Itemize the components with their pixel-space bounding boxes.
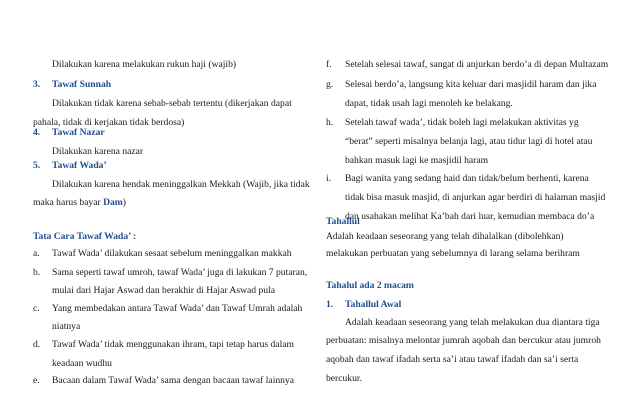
text-fragment: maka harus bayar bbox=[33, 197, 104, 208]
paragraph-line: bercukur. bbox=[326, 373, 362, 384]
list-item bbox=[326, 60, 608, 70]
paragraph-line bbox=[33, 198, 126, 208]
paragraph-line: melakukan perbuatan yang sebelumnya di larang selama berihram bbox=[326, 248, 580, 259]
list-continuation: mulai dari Hajar Aswad dan berakhir di Hajar Aswad pula bbox=[52, 285, 275, 296]
paragraph-line: perbuatan: misalnya melontar jumrah aqobah dan bercukur atau jumroh bbox=[326, 335, 601, 346]
heading-text: Tawaf Wada’ bbox=[52, 160, 107, 171]
list-continuation: niatnya bbox=[52, 321, 81, 332]
list-text: Tawaf Wada’ tidak menggunakan ihram, tapi tetap harus dalam bbox=[52, 339, 294, 350]
list-text: Setelah selesai tawaf, sangat di anjurkan berdo’a di depan Multazam bbox=[345, 59, 609, 70]
paragraph-line: aqobah dan tawaf ifadah serta sa’i atau tawaf ifadah dan sa’i serta bbox=[326, 354, 579, 365]
list-number: 5. bbox=[33, 160, 41, 171]
text-fragment: ) bbox=[122, 197, 126, 208]
paragraph-line: pahala, tidak di kerjakan tidak berdosa) bbox=[33, 117, 185, 128]
heading-text: Tahallul Awal bbox=[345, 299, 402, 310]
list-item bbox=[326, 174, 589, 184]
list-item-heading-tahallul-awal bbox=[326, 300, 401, 310]
list-continuation: bahkan masuk lagi ke masjidil haram bbox=[345, 155, 489, 166]
list-marker: b. bbox=[33, 267, 41, 278]
list-text: Sama seperti tawaf umroh, tawaf Wada’ juga di lakukan 7 putaran, bbox=[52, 267, 308, 278]
list-text: Yang membedakan antara Tawaf Wada’ dan Tawaf Umrah adalah bbox=[52, 303, 303, 314]
list-marker: h. bbox=[326, 117, 334, 128]
list-item bbox=[33, 268, 307, 278]
list-text: Tawaf Wada’ dilakukan sesaat sebelum meninggalkan makkah bbox=[52, 248, 292, 259]
list-marker: c. bbox=[33, 303, 40, 314]
dam-emphasis: Dam bbox=[103, 197, 123, 208]
paragraph-line: Dilakukan karena melakukan rukun haji (wajib) bbox=[52, 59, 237, 70]
list-marker: d. bbox=[33, 339, 41, 350]
list-text: Selesai berdo’a, langsung kita keluar dari masjidil haram dan jika bbox=[345, 79, 597, 90]
list-number: 1. bbox=[326, 299, 334, 310]
paragraph-line: Dilakukan karena hendak meninggalkan Mekkah (Wajib, jika tidak bbox=[52, 179, 310, 190]
section-title-tahallul: Tahallul bbox=[326, 216, 360, 227]
list-item bbox=[326, 118, 579, 128]
list-marker: a. bbox=[33, 248, 40, 259]
paragraph-line: Dilakukan tidak karena sebab-sebab tertentu (dikerjakan dapat bbox=[52, 98, 292, 109]
list-text: Bacaan dalam Tawaf Wada’ sama dengan bacaan tawaf lainnya bbox=[52, 375, 295, 386]
heading-text: Tawaf Sunnah bbox=[52, 79, 112, 90]
heading-text: Tawaf Nazar bbox=[52, 127, 105, 138]
list-item bbox=[33, 304, 302, 314]
list-text: Bagi wanita yang sedang haid dan tidak/belum berhenti, karena bbox=[345, 173, 589, 184]
paragraph-line: Adalah keadaan seseorang yang telah dihalalkan (dibolehkan) bbox=[326, 231, 564, 242]
list-continuation: keadaan wudhu bbox=[52, 358, 112, 369]
list-marker: g. bbox=[326, 79, 334, 90]
list-continuation: “berat” seperti misalnya belanja lagi, atau tidur lagi di hotel atau bbox=[345, 136, 593, 147]
list-marker: i. bbox=[326, 173, 332, 184]
list-item bbox=[33, 340, 294, 350]
list-item bbox=[33, 249, 292, 259]
list-item-heading-tawaf-wada bbox=[33, 161, 107, 171]
list-continuation: dan usahakan melihat Ka’bah dari luar, kemudian membaca do’a bbox=[345, 211, 595, 222]
list-item-heading-tawaf-nazar bbox=[33, 128, 105, 138]
list-item bbox=[33, 376, 294, 386]
list-continuation: tidak bisa masuk masjid, di anjurkan agar berdiri di halaman masjid bbox=[345, 192, 606, 203]
list-marker: e. bbox=[33, 375, 40, 386]
paragraph-line: Adalah keadaan seseorang yang telah melakukan dua diantara tiga bbox=[345, 317, 600, 328]
paragraph-line: Dilakukan karena nazar bbox=[52, 146, 144, 157]
list-number: 3. bbox=[33, 79, 41, 90]
list-text: Setelah tawaf wada’, tidak boleh lagi melakukan aktivitas yg bbox=[345, 117, 579, 128]
list-number: 4. bbox=[33, 127, 41, 138]
list-item-heading-tawaf-sunnah bbox=[33, 80, 111, 90]
section-title-tahalul-macam: Tahalul ada 2 macam bbox=[326, 280, 414, 291]
list-continuation: dapat, tidak usah lagi menoleh ke belakang. bbox=[345, 98, 513, 109]
list-item bbox=[326, 80, 597, 90]
section-title-tata-cara: Tata Cara Tawaf Wada’ : bbox=[33, 231, 137, 242]
list-marker: f. bbox=[326, 59, 332, 70]
